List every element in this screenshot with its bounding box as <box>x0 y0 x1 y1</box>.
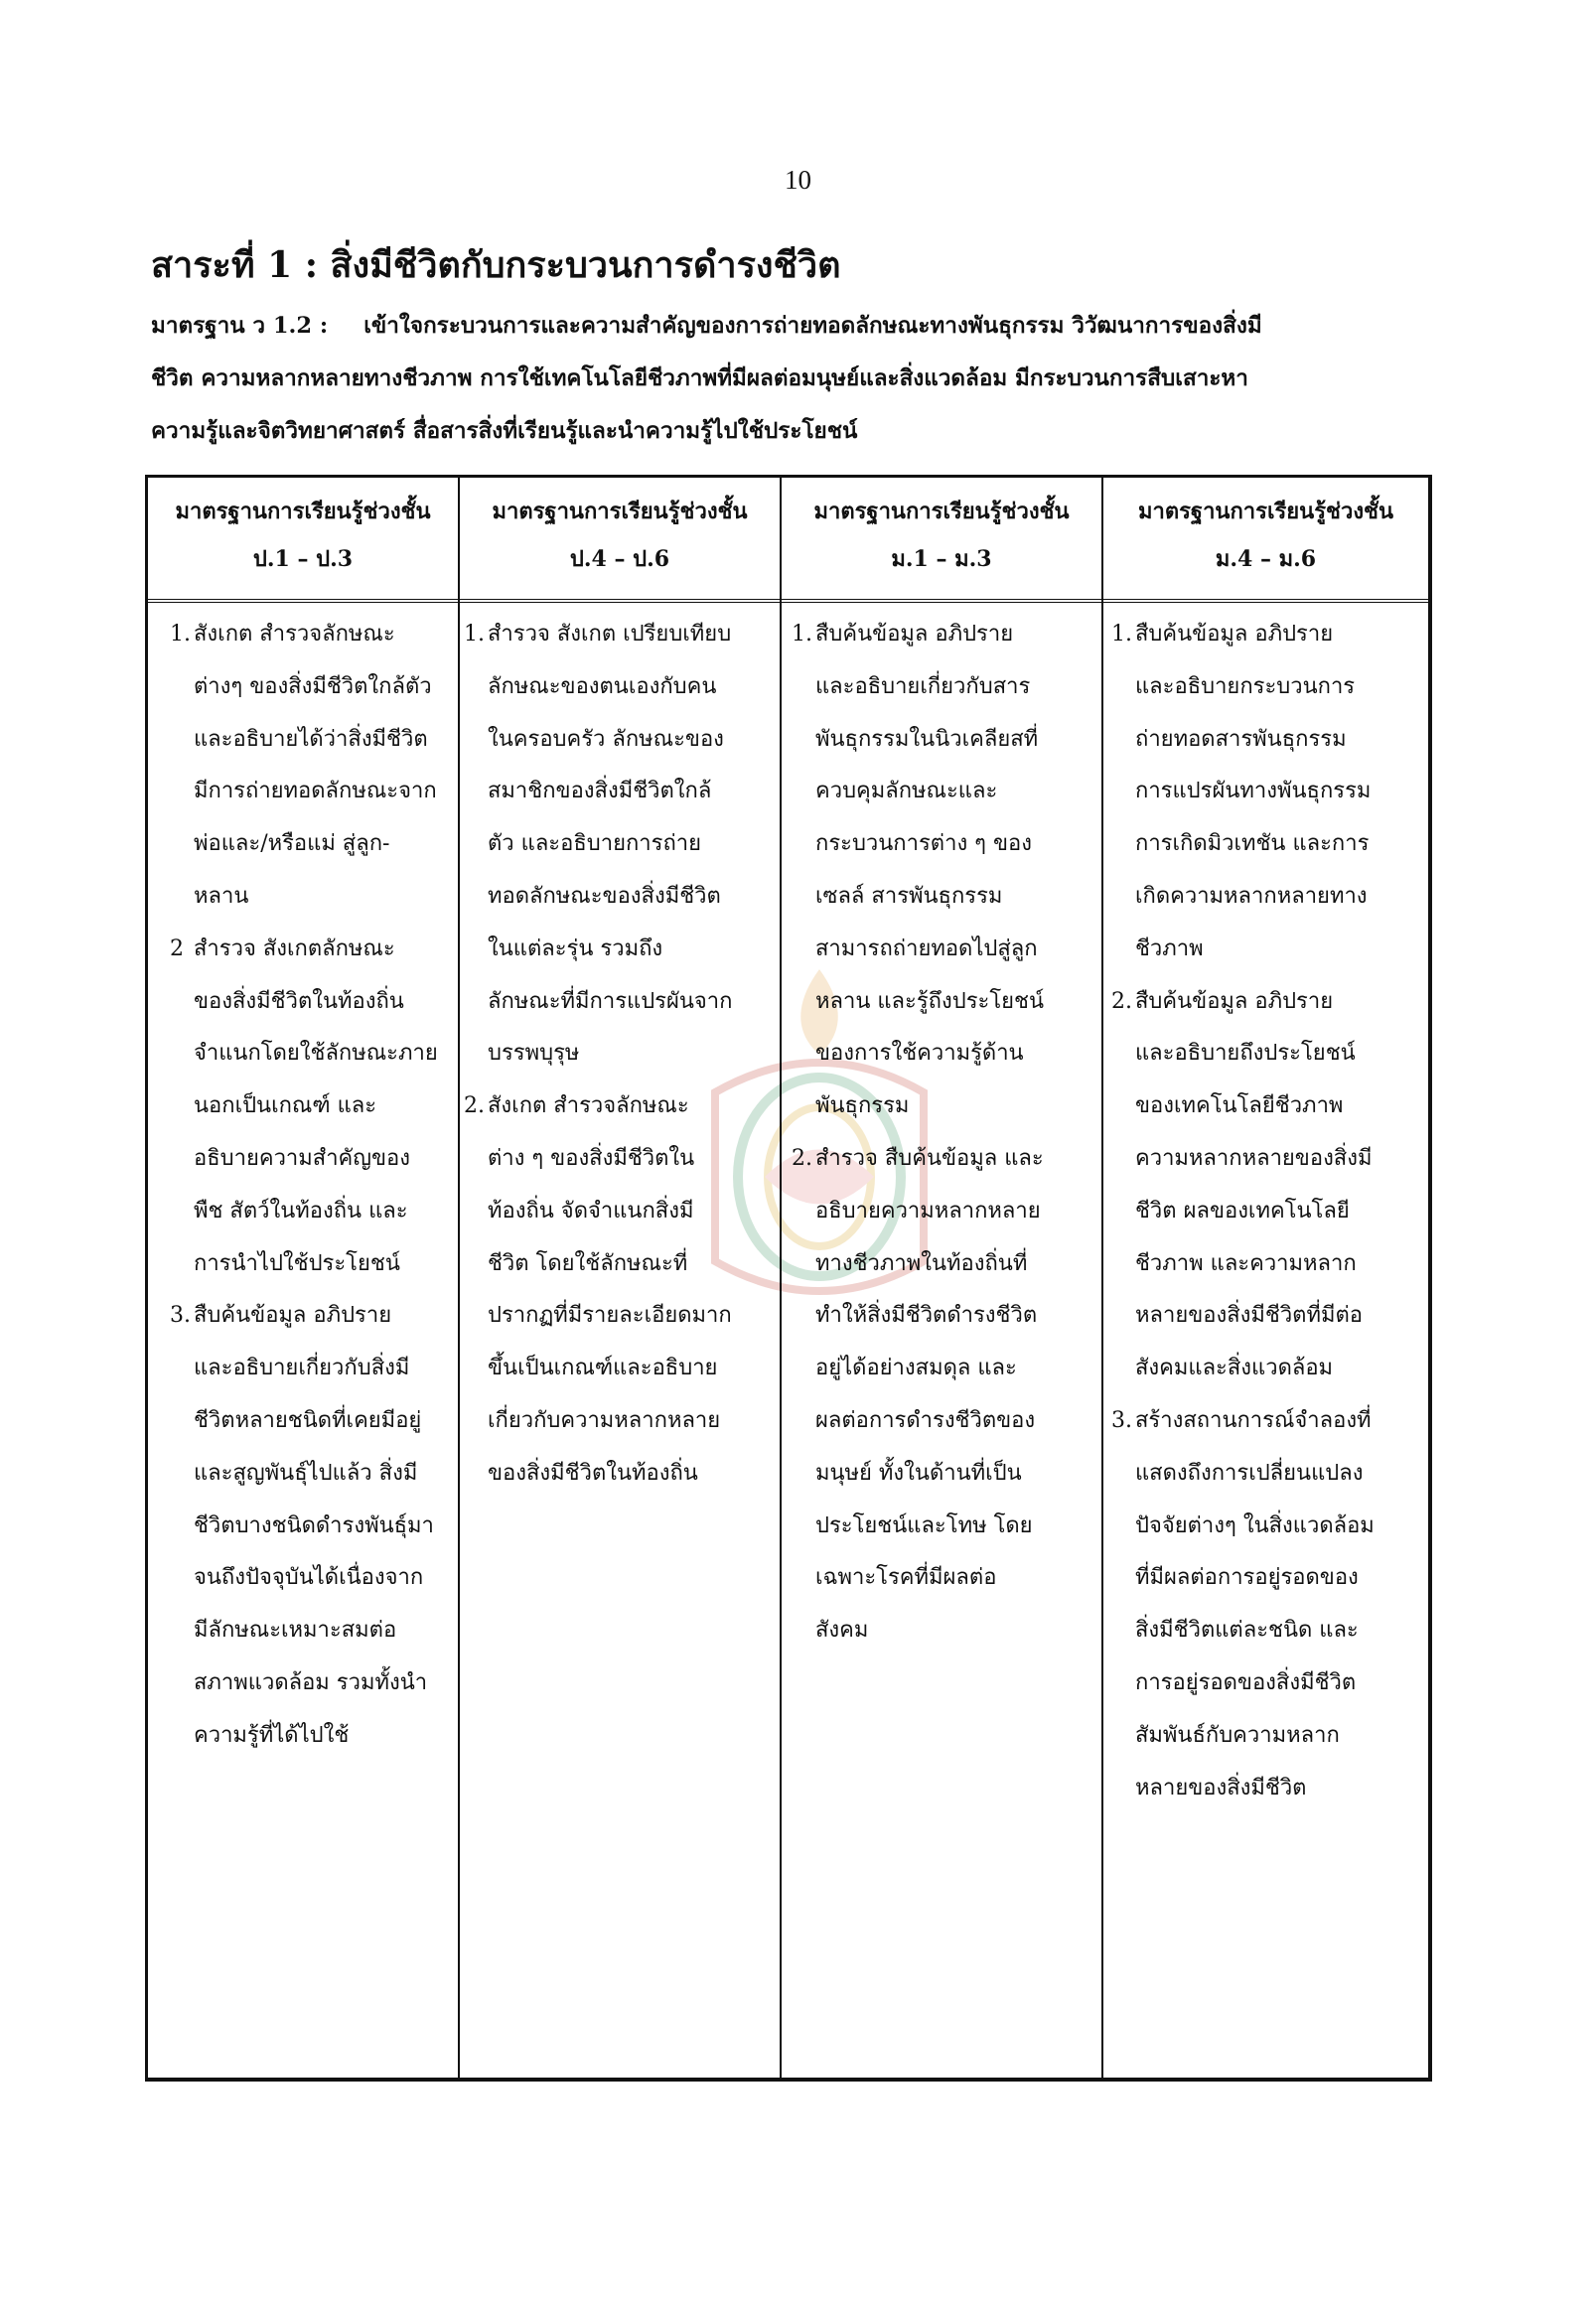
item-text-line: ปรากฏที่มีรายละเอียดมาก <box>488 1303 732 1329</box>
item-text-line: ถ่ายทอดสารพันธุกรรม <box>1135 726 1347 752</box>
header-title: มาตรฐานการเรียนรู้ช่วงชั้น <box>492 499 748 524</box>
header-title: มาตรฐานการเรียนรู้ช่วงชั้น <box>813 499 1070 524</box>
header-title: มาตรฐานการเรียนรู้ช่วงชั้น <box>1137 499 1394 524</box>
item-text-line: มนุษย์ ทั้งในด้านที่เป็น <box>815 1460 1022 1486</box>
header-title: มาตรฐานการเรียนรู้ช่วงชั้น <box>175 499 431 524</box>
item-text-line: ในครอบครัว ลักษณะของ <box>488 726 724 752</box>
item-text-line: อยู่ได้อย่างสมดุล และ <box>815 1356 1017 1381</box>
item-text-line: ต่างๆ ของสิ่งมีชีวิตใกล้ตัว <box>194 673 432 699</box>
header-cell-p4-p6 <box>460 488 780 597</box>
item-text-line: ตัว และอธิบายการถ่าย <box>488 831 702 857</box>
item-number: 1. <box>1111 622 1132 647</box>
standard-item <box>464 1080 778 1500</box>
item-number: 1. <box>464 622 485 647</box>
item-text-line: อธิบายความหลากหลาย <box>815 1198 1041 1223</box>
item-text-line: สำรวจ สืบค้นข้อมูล และ <box>815 1145 1044 1171</box>
header-cell-m4-m6 <box>1103 488 1428 597</box>
item-text-line: การเกิดมิวเทชัน และการ <box>1135 831 1370 857</box>
item-text-line: พ่อและ/หรือแม่ สู่ลูก- <box>194 831 390 857</box>
item-text-line: สามารถถ่ายทอดไปสู่ลูก <box>815 936 1038 961</box>
item-number: 3. <box>1111 1407 1132 1433</box>
item-text-line: หลาน และรู้ถึงประโยชน์ <box>815 988 1045 1014</box>
item-number: 1. <box>170 622 191 647</box>
page-title: สาระที่ 1 : สิ่งมีชีวิตกับกระบวนการดำรงชีวิต <box>151 244 841 286</box>
standards-cell-m4-m6 <box>1111 609 1425 1814</box>
item-text-line: นอกเป็นเกณฑ์ และ <box>194 1093 377 1119</box>
column-divider <box>1101 478 1103 2078</box>
item-text-line: ผลต่อการดำรงชีวิตของ <box>815 1407 1036 1433</box>
item-text-line: สมาชิกของสิ่งมีชีวิตใกล้ <box>488 779 712 804</box>
item-text-line: ประโยชน์และโทษ โดย <box>815 1512 1033 1538</box>
item-text-line: ทอดลักษณะของสิ่งมีชีวิต <box>488 883 721 909</box>
item-text-line: และอธิบายถึงประโยชน์ <box>1135 1041 1356 1067</box>
item-text-line: ชีวิต ผลของเทคโนโลยี <box>1135 1198 1350 1223</box>
item-text-line: สำรวจ สังเกต เปรียบเทียบ <box>488 622 732 647</box>
item-text-line: ความรู้ที่ได้ไปใช้ <box>194 1722 350 1748</box>
standard-item <box>792 609 1099 1133</box>
item-text-line: พันธุกรรม <box>815 1093 910 1119</box>
item-text-line: ทางชีวภาพในท้องถิ่นที่ <box>815 1250 1028 1276</box>
item-text-line: สัมพันธ์กับความหลาก <box>1135 1722 1340 1748</box>
item-text-line: สังเกต สำรวจลักษณะ <box>488 1093 689 1119</box>
item-text-line: ขึ้นเป็นเกณฑ์และอธิบาย <box>488 1356 718 1381</box>
item-text-line: สืบค้นข้อมูล อภิปราย <box>1135 622 1334 647</box>
item-text-line: ลักษณะของตนเองกับคน <box>488 673 717 699</box>
item-text-line: สืบค้นข้อมูล อภิปราย <box>815 622 1014 647</box>
standard-line-2: ชีวิต ความหลากหลายทางชีวภาพ การใช้เทคโนโลยีชีวภาพที่มีผลต่อมนุษย์และสิ่งแวดล้อม มีกระบวนการสืบเสาะหา <box>151 365 1248 391</box>
item-text-line: ปัจจัยต่างๆ ในสิ่งแวดล้อม <box>1135 1512 1375 1538</box>
item-text-line: ชีวิตหลายชนิดที่เคยมีอยู่ <box>194 1407 422 1433</box>
item-number: 2. <box>1111 988 1132 1014</box>
item-text-line: ควบคุมลักษณะและ <box>815 779 998 804</box>
item-text-line: การอยู่รอดของสิ่งมีชีวิต <box>1135 1669 1357 1695</box>
standards-cell-m1-m3 <box>792 609 1099 1657</box>
item-text-line: ที่มีผลต่อการอยู่รอดของ <box>1135 1565 1359 1591</box>
item-text-line: เกิดความหลากหลายทาง <box>1135 883 1368 909</box>
standard-item <box>1111 609 1425 976</box>
item-text-line: กระบวนการต่าง ๆ ของ <box>815 831 1032 857</box>
item-text-line: สภาพแวดล้อม รวมทั้งนำ <box>194 1669 428 1695</box>
item-text-line: สร้างสถานการณ์จำลองที่ <box>1135 1407 1372 1433</box>
item-text-line: สังเกต สำรวจลักษณะ <box>194 622 395 647</box>
item-text-line: การนำไปใช้ประโยชน์ <box>194 1250 400 1276</box>
item-text-line: ต่าง ๆ ของสิ่งมีชีวิตใน <box>488 1145 695 1171</box>
item-number: 2. <box>464 1093 485 1119</box>
item-text-line: สืบค้นข้อมูล อภิปราย <box>1135 988 1334 1014</box>
standard-code: มาตรฐาน ว 1.2 : <box>151 313 329 339</box>
standard-item <box>1111 1395 1425 1814</box>
standard-item <box>464 609 778 1080</box>
item-text-line: ในแต่ละรุ่น รวมถึง <box>488 936 663 961</box>
item-number: 1. <box>792 622 812 647</box>
table-header <box>148 478 1428 603</box>
item-text-line: เซลล์ สารพันธุกรรม <box>815 883 1003 909</box>
standard-line-1 <box>151 300 1402 353</box>
item-text-line: หลายของสิ่งมีชีวิตที่มีต่อ <box>1135 1303 1363 1329</box>
header-cell-m1-m3 <box>782 488 1101 597</box>
standard-item <box>170 1290 456 1762</box>
header-cell-p1-p3 <box>148 488 458 597</box>
item-text-line: ของเทคโนโลยีชีวภาพ <box>1135 1093 1344 1119</box>
standard-text-1: เข้าใจกระบวนการและความสำคัญของการถ่ายทอดลักษณะทางพันธุกรรม วิวัฒนาการของสิ่งมี <box>363 313 1262 339</box>
item-text-line: พืช สัตว์ในท้องถิ่น และ <box>194 1198 408 1223</box>
item-text-line: ของการใช้ความรู้ด้าน <box>815 1041 1024 1067</box>
item-text-line: พันธุกรรมในนิวเคลียสที่ <box>815 726 1039 752</box>
item-text-line: ลักษณะที่มีการแปรผันจาก <box>488 988 733 1014</box>
item-text-line: สังคมและสิ่งแวดล้อม <box>1135 1356 1334 1381</box>
standards-cell-p1-p3 <box>170 609 456 1763</box>
item-text-line: มีลักษณะเหมาะสมต่อ <box>194 1618 397 1644</box>
item-text-line: และอธิบายเกี่ยวกับสาร <box>815 673 1031 699</box>
standards-cell-p4-p6 <box>464 609 778 1501</box>
learning-standards-table <box>145 475 1432 2082</box>
item-text-line: และอธิบายเกี่ยวกับสิ่งมี <box>194 1356 410 1381</box>
item-text-line: และสูญพันธุ์ไปแล้ว สิ่งมี <box>194 1460 418 1486</box>
item-text-line: ท้องถิ่น จัดจำแนกสิ่งมี <box>488 1198 694 1223</box>
column-divider <box>458 478 460 2078</box>
item-text-line: สิ่งมีชีวิตแต่ละชนิด และ <box>1135 1618 1359 1644</box>
item-text-line: ชีวภาพ <box>1135 936 1204 961</box>
item-text-line: การแปรผันทางพันธุกรรม <box>1135 779 1372 804</box>
standard-item <box>1111 976 1425 1395</box>
page-number: 10 <box>785 165 811 195</box>
standard-item <box>170 609 456 924</box>
item-text-line: ความหลากหลายของสิ่งมี <box>1135 1145 1373 1171</box>
item-text-line: ของสิ่งมีชีวิตในท้องถิ่น <box>194 988 404 1014</box>
header-level: ป.1 – ป.3 <box>252 546 354 572</box>
standard-description <box>151 300 1402 458</box>
column-divider <box>780 478 782 2078</box>
item-text-line: มีการถ่ายทอดลักษณะจาก <box>194 779 437 804</box>
standard-item <box>170 924 456 1291</box>
header-level: ม.1 – ม.3 <box>891 546 992 572</box>
item-number: 3. <box>170 1303 191 1329</box>
item-text-line: จำแนกโดยใช้ลักษณะภาย <box>194 1041 438 1067</box>
standard-item <box>792 1133 1099 1657</box>
item-text-line: หลายของสิ่งมีชีวิต <box>1135 1775 1307 1800</box>
item-text-line: และอธิบายกระบวนการ <box>1135 673 1356 699</box>
item-text-line: ชีวิตบางชนิดดำรงพันธุ์มา <box>194 1512 434 1538</box>
item-text-line: ชีวภาพ และความหลาก <box>1135 1250 1357 1276</box>
item-text-line: และอธิบายได้ว่าสิ่งมีชีวิต <box>194 726 428 752</box>
item-text-line: บรรพบุรุษ <box>488 1041 580 1067</box>
item-text-line: สังคม <box>815 1618 869 1644</box>
item-number: 2. <box>792 1145 812 1171</box>
item-number: 2 <box>170 936 184 961</box>
item-text-line: เฉพาะโรคที่มีผลต่อ <box>815 1565 997 1591</box>
item-text-line: จนถึงปัจจุบันได้เนื่องจาก <box>194 1565 424 1591</box>
header-level: ป.4 – ป.6 <box>569 546 670 572</box>
item-text-line: สืบค้นข้อมูล อภิปราย <box>194 1303 392 1329</box>
header-level: ม.4 – ม.6 <box>1215 546 1317 572</box>
item-text-line: ของสิ่งมีชีวิตในท้องถิ่น <box>488 1460 698 1486</box>
item-text-line: หลาน <box>194 883 249 909</box>
item-text-line: อธิบายความสำคัญของ <box>194 1145 411 1171</box>
item-text-line: ชีวิต โดยใช้ลักษณะที่ <box>488 1250 688 1276</box>
item-text-line: สำรวจ สังเกตลักษณะ <box>194 936 395 961</box>
item-text-line: แสดงถึงการเปลี่ยนแปลง <box>1135 1460 1364 1486</box>
item-text-line: เกี่ยวกับความหลากหลาย <box>488 1407 721 1433</box>
standard-line-3: ความรู้และจิตวิทยาศาสตร์ สื่อสารสิ่งที่เรียนรู้และนำความรู้ไปใช้ประโยชน์ <box>151 418 858 444</box>
item-text-line: ทำให้สิ่งมีชีวิตดำรงชีวิต <box>815 1303 1038 1329</box>
